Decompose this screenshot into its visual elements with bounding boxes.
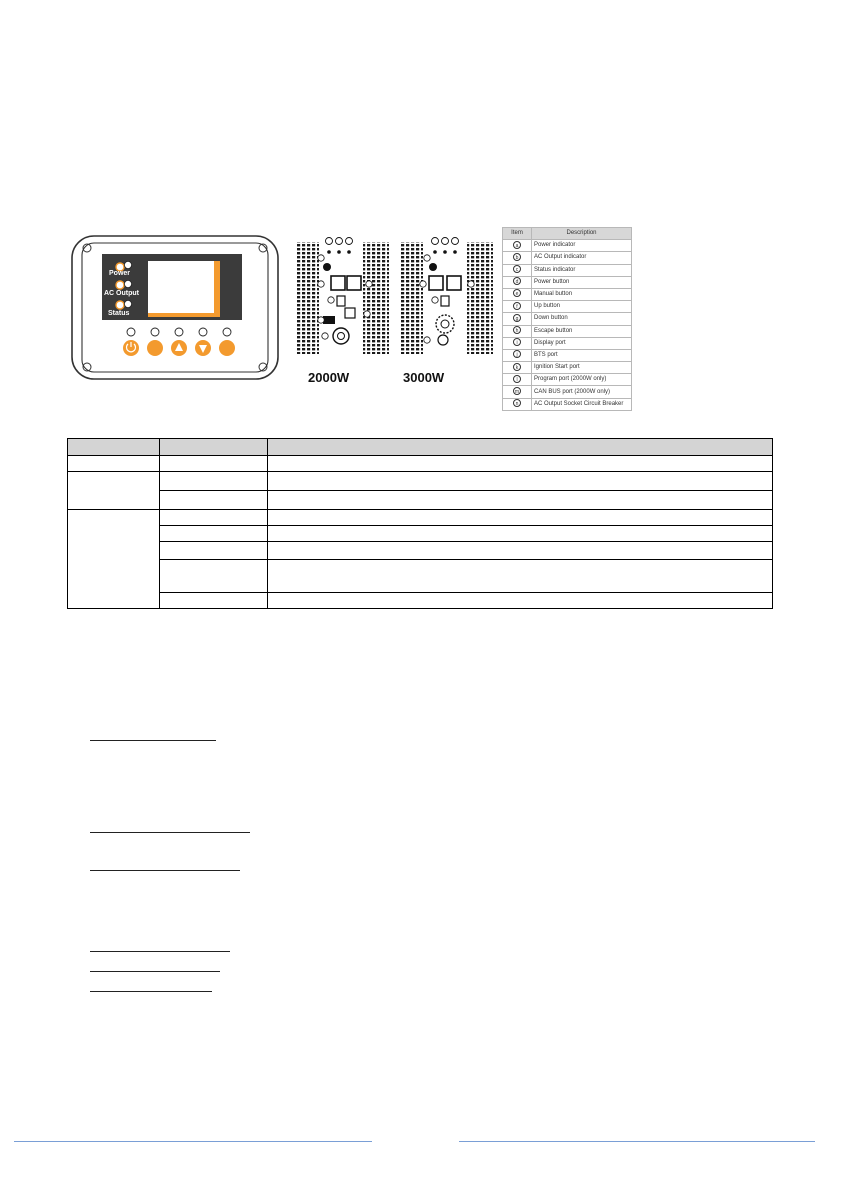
- spec-table-header-row: [67, 438, 773, 455]
- legend-row: [503, 337, 632, 349]
- legend-row: [503, 362, 632, 374]
- legend-item-marker: g: [513, 314, 521, 322]
- power-indicator-label: Power: [109, 270, 131, 277]
- legend-item-marker: e: [513, 289, 521, 297]
- legend-description-cell: AC Output indicator: [532, 252, 632, 264]
- legend-row: [503, 349, 632, 361]
- item-legend-table: [502, 227, 632, 411]
- underlined-text-line: [90, 740, 216, 741]
- callout-a: [124, 261, 131, 268]
- spec-table-rule: [159, 525, 773, 526]
- spec-table-rule: [159, 559, 773, 560]
- legend-item-marker: i: [513, 338, 521, 346]
- spec-table-rule: [159, 490, 773, 491]
- status-indicator-led: [116, 301, 124, 309]
- underlined-text-line: [90, 991, 212, 992]
- display-screen: [148, 261, 220, 317]
- legend-row: [503, 313, 632, 325]
- legend-item-marker: a: [513, 241, 521, 249]
- legend-item-marker: n: [513, 399, 521, 407]
- legend-item-cell: [503, 337, 532, 349]
- legend-item-marker: k: [513, 363, 521, 371]
- spec-table-rule: [67, 509, 773, 510]
- legend-row: [503, 398, 632, 410]
- legend-description-cell: Power indicator: [532, 240, 632, 252]
- legend-item-cell: [503, 325, 532, 337]
- legend-description-cell: Manual button: [532, 288, 632, 300]
- legend-item-marker: j: [513, 350, 521, 358]
- underlined-text-line: [90, 832, 250, 833]
- legend-description-cell: CAN BUS port (2000W only): [532, 386, 632, 398]
- callout-c: [124, 300, 131, 307]
- legend-item-marker: d: [513, 277, 521, 285]
- display-accent: [214, 261, 220, 317]
- legend-item-cell: [503, 276, 532, 288]
- legend-row: [503, 301, 632, 313]
- legend-item-marker: m: [514, 388, 520, 395]
- legend-row: [503, 240, 632, 252]
- legend-item-cell: [503, 264, 532, 276]
- legend-header-row: [503, 228, 632, 240]
- legend-item-cell: [503, 398, 532, 410]
- legend-header-description: Description: [532, 228, 632, 240]
- model-label-3000w: 3000W: [403, 370, 445, 385]
- legend-item-marker: c: [513, 265, 521, 273]
- ac-output-indicator-label: AC Output: [104, 290, 139, 297]
- legend-item-cell: [503, 252, 532, 264]
- legend-description-cell: Escape button: [532, 325, 632, 337]
- spec-table-rule: [67, 471, 773, 472]
- legend-description-cell: Program port (2000W only): [532, 374, 632, 386]
- footer-rule-left: [14, 1141, 372, 1142]
- spec-table-rule: [67, 438, 773, 439]
- legend-row: [503, 252, 632, 264]
- legend-item-marker: f: [513, 302, 521, 310]
- spec-table-rule: [159, 592, 773, 593]
- spec-table-rule: [67, 608, 773, 609]
- ac-output-indicator-led: [116, 281, 124, 289]
- legend-body: [503, 240, 632, 411]
- inverter-2000w-front-view: [297, 232, 389, 356]
- legend-item-cell: [503, 240, 532, 252]
- legend-row: [503, 264, 632, 276]
- legend-item-marker: h: [513, 326, 521, 334]
- inverter-3000w-front-view: [401, 232, 493, 356]
- escape-button: [219, 340, 235, 356]
- spec-table-rule: [159, 438, 160, 609]
- spec-table-rule: [67, 455, 773, 456]
- legend-row: [503, 276, 632, 288]
- legend-item-cell: [503, 362, 532, 374]
- legend-description-cell: Down button: [532, 313, 632, 325]
- model-label-2000w: 2000W: [308, 370, 350, 385]
- remote-panel-illustration: [70, 234, 280, 381]
- legend-item-cell: [503, 349, 532, 361]
- spec-table-rule: [772, 438, 773, 609]
- footer-rule-right: [459, 1141, 815, 1142]
- legend-description-cell: Up button: [532, 301, 632, 313]
- legend-row: [503, 374, 632, 386]
- legend-row: [503, 386, 632, 398]
- underlined-text-line: [90, 870, 240, 871]
- legend-description-cell: Power button: [532, 276, 632, 288]
- spec-table-rule: [267, 438, 268, 609]
- legend-description-cell: Status indicator: [532, 264, 632, 276]
- legend-description-cell: Ignition Start port: [532, 362, 632, 374]
- display-accent-bottom: [148, 313, 220, 317]
- spec-table-rule: [67, 438, 68, 609]
- spec-table-rule: [159, 541, 773, 542]
- legend-description-cell: Display port: [532, 337, 632, 349]
- legend-item-cell: [503, 374, 532, 386]
- legend-description-cell: BTS port: [532, 349, 632, 361]
- status-indicator-label: Status: [108, 310, 130, 317]
- legend-item-marker: b: [513, 253, 521, 261]
- legend-row: [503, 325, 632, 337]
- legend-description-cell: AC Output Socket Circuit Breaker: [532, 398, 632, 410]
- manual-button: [147, 340, 163, 356]
- underlined-text-line: [90, 971, 220, 972]
- legend-item-cell: [503, 313, 532, 325]
- legend-item-marker: l: [513, 375, 521, 383]
- legend-row: [503, 288, 632, 300]
- spec-table: [67, 438, 773, 608]
- callout-b: [124, 280, 131, 287]
- legend-header-item: Item: [503, 228, 532, 240]
- legend-item-cell: [503, 386, 532, 398]
- legend-item-cell: [503, 288, 532, 300]
- underlined-text-line: [90, 951, 230, 952]
- legend-item-cell: [503, 301, 532, 313]
